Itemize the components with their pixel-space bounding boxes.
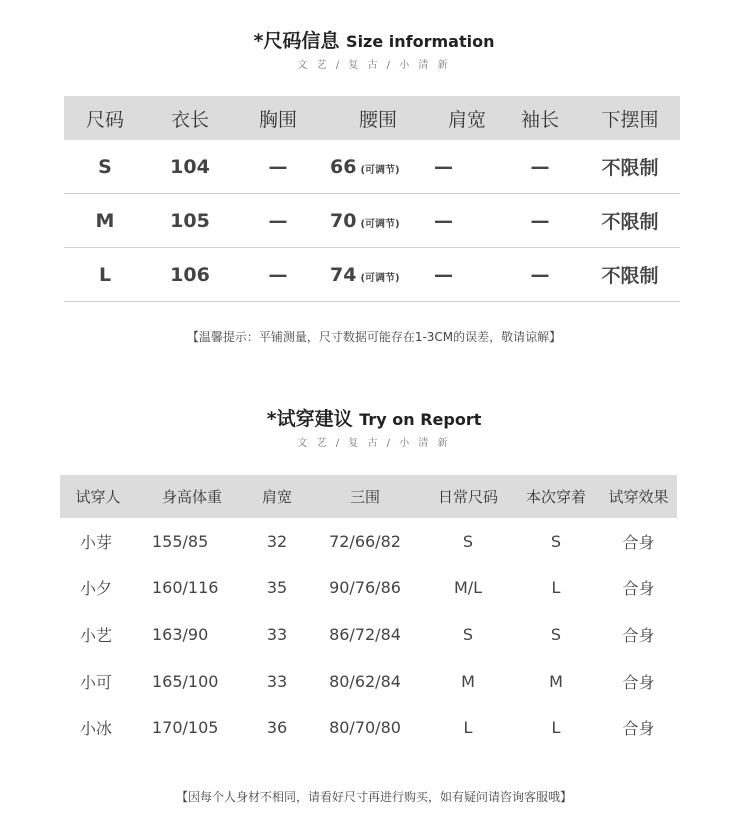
fit-effect-cell: 合身 xyxy=(622,625,655,645)
header-cell: 袖长 xyxy=(520,108,559,131)
table-row xyxy=(60,565,677,612)
worn-size-cell: S xyxy=(550,531,562,551)
usual-size-cell: S xyxy=(462,531,474,551)
header-cell: 日常尺码 xyxy=(437,488,498,506)
try-title-en: Try on Report xyxy=(359,410,482,429)
waist-note: (可调节) xyxy=(360,272,400,284)
header-cell: 衣长 xyxy=(170,108,209,131)
size-table xyxy=(64,96,680,302)
header-cell: 试穿效果 xyxy=(608,488,669,506)
size-section-subtitle: 文 艺 / 复 古 / 小 清 新 xyxy=(297,60,451,71)
shoulder-cell: 33 xyxy=(266,671,288,691)
table-row xyxy=(64,140,680,194)
fit-effect-cell: 合身 xyxy=(622,579,655,599)
measurements-cell: 80/62/84 xyxy=(329,671,401,691)
table-row xyxy=(64,194,680,248)
shoulder-cell: 35 xyxy=(266,578,288,598)
size-section-title xyxy=(0,26,748,53)
try-table xyxy=(60,475,677,751)
try-section-title xyxy=(0,404,748,431)
hem-cell: 不限制 xyxy=(601,265,659,287)
sleeve-cell: — xyxy=(530,263,550,286)
height-weight-cell: 160/116 xyxy=(152,578,219,598)
name-cell: 小可 xyxy=(80,672,113,692)
header-cell: 身高体重 xyxy=(161,488,222,506)
waist-note: (可调节) xyxy=(360,218,400,230)
shoulder-cell: 32 xyxy=(266,531,288,551)
size-cell: L xyxy=(98,263,112,286)
sleeve-cell: — xyxy=(530,155,550,178)
measurements-cell: 86/72/84 xyxy=(329,624,401,644)
table-row xyxy=(60,704,677,751)
worn-size-cell: S xyxy=(550,624,562,644)
height-weight-cell: 155/85 xyxy=(152,531,209,551)
waist-cell xyxy=(322,210,434,232)
length-cell: 106 xyxy=(170,263,210,286)
header-cell: 三围 xyxy=(349,488,380,506)
table-row xyxy=(60,518,677,565)
table-row xyxy=(60,611,677,658)
worn-size-cell: M xyxy=(549,671,563,691)
waist-note: (可调节) xyxy=(360,164,400,176)
waist-cell xyxy=(322,264,434,286)
height-weight-cell: 170/105 xyxy=(152,718,219,738)
waist-value: 74 xyxy=(330,263,357,286)
usual-size-cell: M/L xyxy=(453,578,483,598)
name-cell: 小夕 xyxy=(80,579,113,599)
name-cell: 小芽 xyxy=(80,532,113,552)
usual-size-cell: L xyxy=(463,718,473,738)
header-cell: 肩宽 xyxy=(261,488,292,506)
size-title-en: Size information xyxy=(346,32,495,51)
measurements-cell: 72/66/82 xyxy=(329,531,401,551)
header-cell: 肩宽 xyxy=(447,108,486,131)
waist-value: 70 xyxy=(330,209,357,232)
size-title-cn: *尺码信息 xyxy=(253,30,340,52)
measurements-cell: 80/70/80 xyxy=(329,718,401,738)
usual-size-cell: M xyxy=(461,671,475,691)
fit-effect-cell: 合身 xyxy=(622,532,655,552)
length-cell: 105 xyxy=(170,209,210,232)
name-cell: 小冰 xyxy=(80,719,113,739)
worn-size-cell: L xyxy=(551,718,561,738)
shoulder-cell: 33 xyxy=(266,624,288,644)
chest-cell: — xyxy=(268,209,288,232)
shoulder-cell: — xyxy=(434,263,453,286)
header-cell: 本次穿着 xyxy=(525,488,586,506)
try-table-header xyxy=(60,475,677,518)
header-cell: 尺码 xyxy=(85,108,124,131)
measurements-cell: 90/76/86 xyxy=(329,578,401,598)
header-cell: 下摆围 xyxy=(601,108,659,131)
table-row xyxy=(64,248,680,302)
sleeve-cell: — xyxy=(530,209,550,232)
size-cell: S xyxy=(98,155,112,178)
header-cell: 腰围 xyxy=(358,108,397,131)
waist-cell xyxy=(322,156,434,178)
hem-cell: 不限制 xyxy=(601,157,659,179)
shoulder-cell: 36 xyxy=(266,718,288,738)
header-cell: 试穿人 xyxy=(75,488,121,506)
try-note: 【因每个人身材不相同，请看好尺寸再进行购买，如有疑问请咨询客服哦】 xyxy=(175,790,572,804)
try-section-subtitle: 文 艺 / 复 古 / 小 清 新 xyxy=(297,438,451,449)
height-weight-cell: 163/90 xyxy=(152,624,209,644)
size-cell: M xyxy=(95,209,115,232)
hem-cell: 不限制 xyxy=(601,211,659,233)
shoulder-cell: — xyxy=(434,155,453,178)
size-note: 【温馨提示：平铺测量，尺寸数据可能存在1-3CM的误差，敬请谅解】 xyxy=(186,330,562,344)
size-table-header xyxy=(64,96,680,140)
worn-size-cell: L xyxy=(551,578,561,598)
length-cell: 104 xyxy=(170,155,210,178)
height-weight-cell: 165/100 xyxy=(152,671,219,691)
table-row xyxy=(60,658,677,705)
try-title-cn: *试穿建议 xyxy=(266,408,353,430)
waist-value: 66 xyxy=(330,155,357,178)
name-cell: 小艺 xyxy=(80,625,113,645)
chest-cell: — xyxy=(268,263,288,286)
fit-effect-cell: 合身 xyxy=(622,719,655,739)
header-cell: 胸围 xyxy=(258,108,297,131)
fit-effect-cell: 合身 xyxy=(622,672,655,692)
shoulder-cell: — xyxy=(434,209,453,232)
usual-size-cell: S xyxy=(462,624,474,644)
chest-cell: — xyxy=(268,155,288,178)
